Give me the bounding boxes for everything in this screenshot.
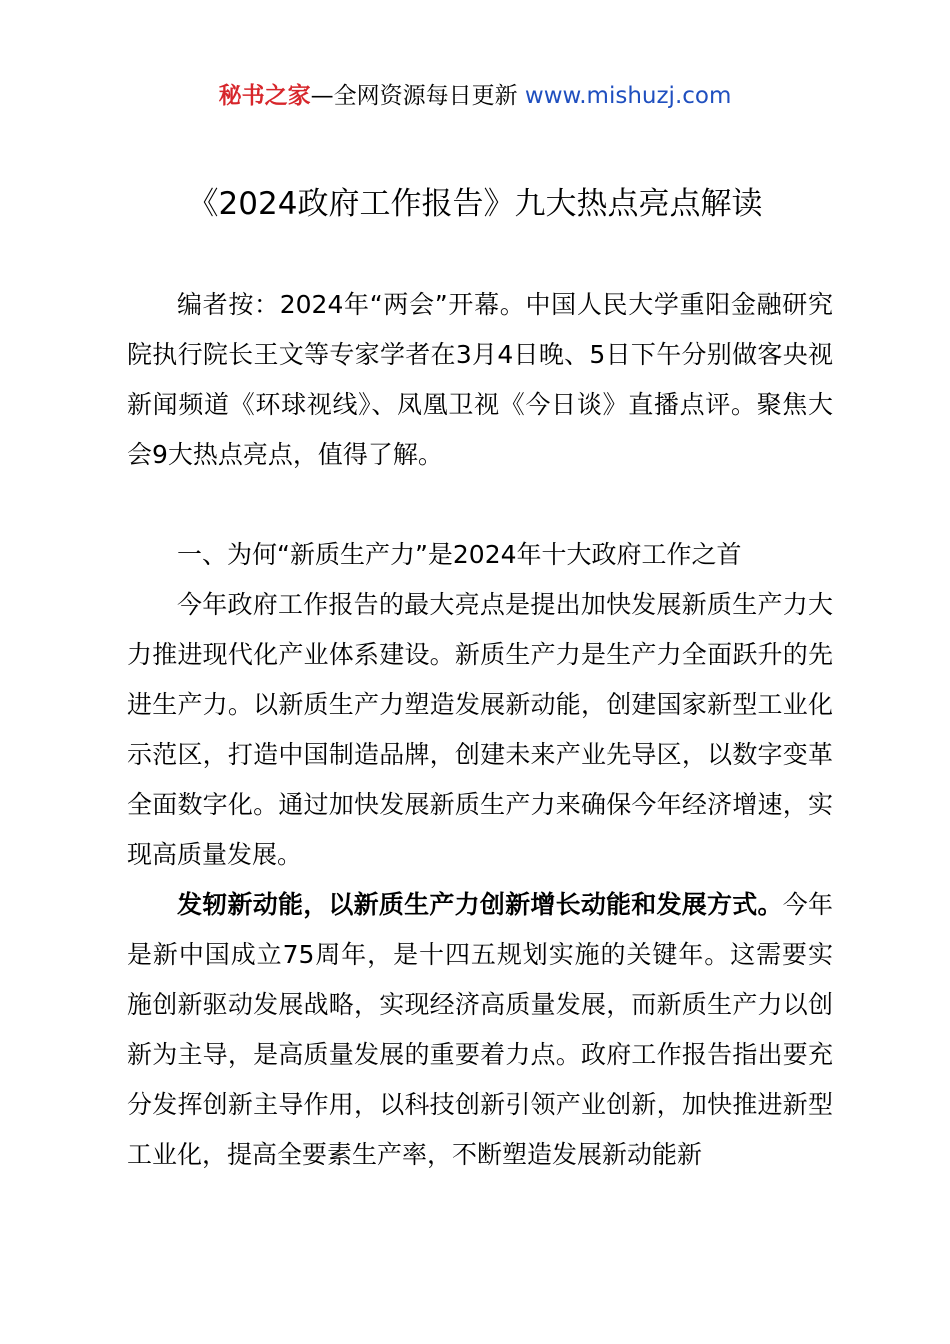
site-header [0, 80, 950, 112]
section-1 [127, 530, 833, 1180]
editor-note-paragraph: 编者按：2024年“两会”开幕。中国人民大学重阳金融研究院执行院长王文等专家学者在3月4日晚、5日下午分别做客央视新闻频道《环球视线》、凤凰卫视《今日谈》直播点评。聚焦大会9大热点亮点，值得了解。 [127, 290, 833, 469]
document-title: 《2024政府工作报告》九大热点亮点解读 [187, 186, 763, 222]
section-1-paragraph-2 [127, 880, 833, 1180]
section-1-heading: 一、为何“新质生产力”是2024年十大政府工作之首 [177, 540, 742, 569]
section-1-paragraph-1: 今年政府工作报告的最大亮点是提出加快发展新质生产力大力推进现代化产业体系建设。新质生产力是生产力全面跃升的先进生产力。以新质生产力塑造发展新动能，创建国家新型工业化示范区，打造中国制造品牌，创建未来产业先导区，以数字变革全面数字化。通过加快发展新质生产力来确保今年经济增速，实现高质量发展。 [127, 590, 833, 869]
editor-note [127, 280, 833, 480]
site-brand: 秘书之家 [218, 83, 311, 109]
section-1-paragraph-2-body: 今年是新中国成立75周年，是十四五规划实施的关键年。这需要实施创新驱动发展战略，实现经济高质量发展，而新质生产力以创新为主导，是高质量发展的重要着力点。政府工作报告指出要充分发挥创新主导作用，以科技创新引领产业创新，加快推进新型工业化，提高全要素生产率，不断塑造发展新动能新 [127, 890, 833, 1169]
section-1-paragraph-2-lead: 发轫新动能，以新质生产力创新增长动能和发展方式。 [177, 890, 783, 919]
site-url-link[interactable]: www.mishuzj.com [524, 83, 732, 109]
site-slogan: —全网资源每日更新 [310, 83, 525, 109]
